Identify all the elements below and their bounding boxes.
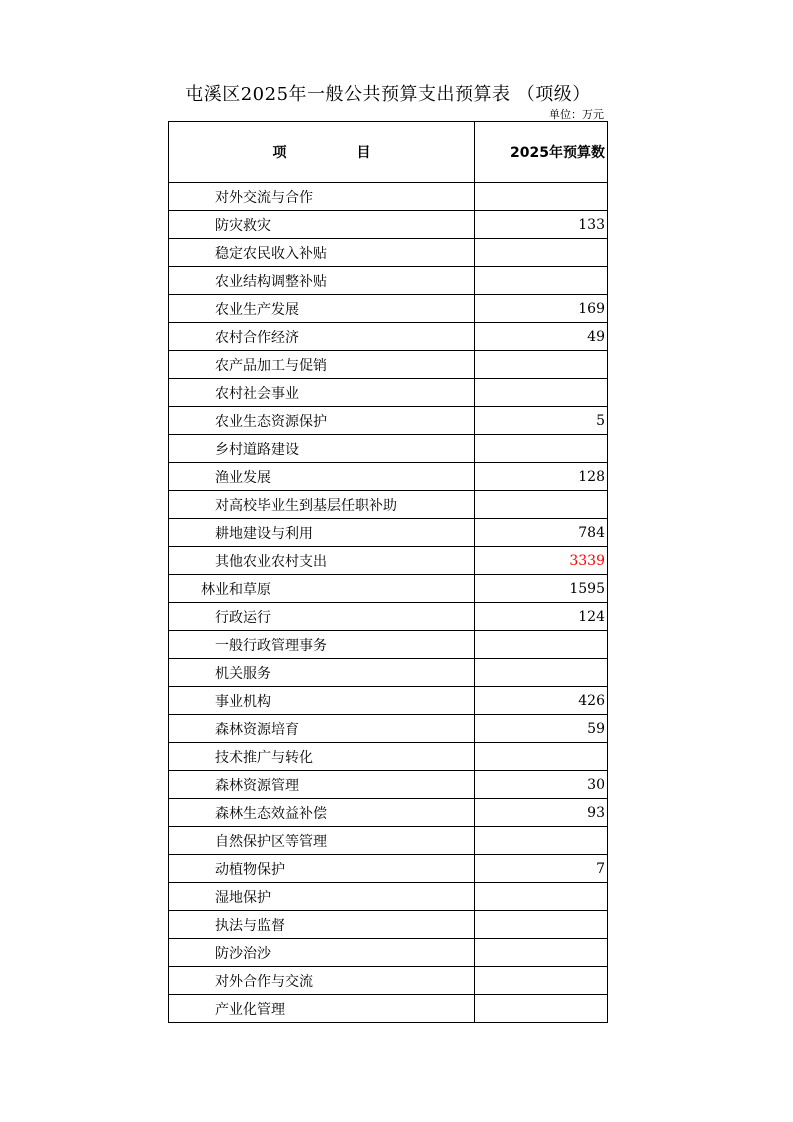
header-amount: 2025年预算数 [475,122,608,183]
row-item-value: 124 [475,603,608,631]
table-header-row [169,122,608,183]
table-row [169,743,608,771]
row-item-name: 技术推广与转化 [169,743,475,771]
table-row [169,519,608,547]
row-item-name: 湿地保护 [169,883,475,911]
header-item [169,122,475,183]
row-item-value: 49 [475,323,608,351]
table-row [169,407,608,435]
row-item-value [475,351,608,379]
row-item-name: 耕地建设与利用 [169,519,475,547]
row-item-value: 128 [475,463,608,491]
row-item-value [475,491,608,519]
row-item-value [475,435,608,463]
table-row [169,435,608,463]
row-item-name: 防沙治沙 [169,939,475,967]
row-item-value [475,911,608,939]
table-row [169,631,608,659]
table-row [169,239,608,267]
row-item-name: 事业机构 [169,687,475,715]
table-row [169,267,608,295]
row-item-name: 渔业发展 [169,463,475,491]
row-item-value [475,883,608,911]
row-item-value: 426 [475,687,608,715]
row-item-name: 对高校毕业生到基层任职补助 [169,491,475,519]
table-row [169,351,608,379]
table-row [169,799,608,827]
table-row [169,967,608,995]
row-item-name: 动植物保护 [169,855,475,883]
row-item-value [475,995,608,1023]
row-item-value [475,743,608,771]
table-row [169,687,608,715]
row-item-name: 一般行政管理事务 [169,631,475,659]
table-row [169,463,608,491]
row-item-value: 133 [475,211,608,239]
budget-table [168,121,608,1023]
row-item-name: 稳定农民收入补贴 [169,239,475,267]
unit-label: 单位：万元 [549,108,604,121]
header-item-left: 项 [272,145,287,161]
row-item-value: 93 [475,799,608,827]
row-item-value [475,827,608,855]
table-row [169,939,608,967]
row-item-value [475,967,608,995]
table-row [169,295,608,323]
row-item-value [475,239,608,267]
table-row [169,995,608,1023]
row-item-name: 农产品加工与促销 [169,351,475,379]
table-row [169,183,608,211]
row-item-name: 森林资源培育 [169,715,475,743]
row-item-name: 农业生产发展 [169,295,475,323]
row-item-name: 对外交流与合作 [169,183,475,211]
row-item-value [475,631,608,659]
table-row [169,211,608,239]
table-row [169,323,608,351]
table-row [169,575,608,603]
row-item-value [475,659,608,687]
row-item-name: 农业生态资源保护 [169,407,475,435]
row-item-value [475,183,608,211]
row-item-value: 30 [475,771,608,799]
table-row [169,491,608,519]
table-row [169,827,608,855]
header-item-right: 目 [356,145,371,161]
table-row [169,603,608,631]
row-item-name: 森林生态效益补偿 [169,799,475,827]
table-row [169,379,608,407]
row-item-value [475,267,608,295]
row-item-name: 农村社会事业 [169,379,475,407]
row-item-name: 森林资源管理 [169,771,475,799]
table-row [169,883,608,911]
row-item-name: 产业化管理 [169,995,475,1023]
table-row [169,771,608,799]
row-item-name: 执法与监督 [169,911,475,939]
row-item-name: 农村合作经济 [169,323,475,351]
table-row [169,547,608,575]
row-item-value [475,939,608,967]
row-item-name: 其他农业农村支出 [169,547,475,575]
table-row [169,911,608,939]
row-item-name: 机关服务 [169,659,475,687]
row-item-name: 乡村道路建设 [169,435,475,463]
row-item-name: 对外合作与交流 [169,967,475,995]
row-item-name: 林业和草原 [169,575,475,603]
row-item-value: 59 [475,715,608,743]
row-item-value: 784 [475,519,608,547]
row-item-name: 自然保护区等管理 [169,827,475,855]
page-title: 屯溪区2025年一般公共预算支出预算表 （项级） [185,84,591,105]
row-item-value: 5 [475,407,608,435]
row-item-value [475,379,608,407]
row-item-name: 农业结构调整补贴 [169,267,475,295]
table-row [169,715,608,743]
row-item-value: 169 [475,295,608,323]
table-row [169,659,608,687]
table-row [169,855,608,883]
row-item-name: 行政运行 [169,603,475,631]
row-item-value: 1595 [475,575,608,603]
row-item-value: 3339 [475,547,608,575]
row-item-name: 防灾救灾 [169,211,475,239]
row-item-value: 7 [475,855,608,883]
